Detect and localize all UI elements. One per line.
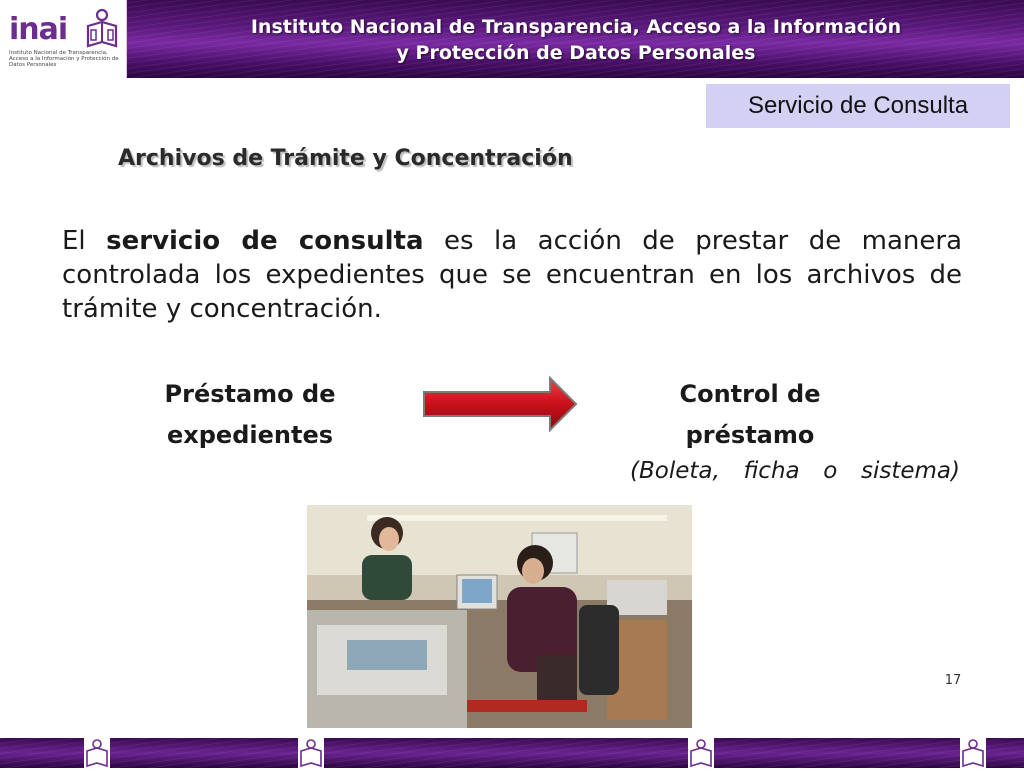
footer-logo-icon xyxy=(688,738,714,768)
loan-label xyxy=(150,374,350,456)
section-tag: Servicio de Consulta xyxy=(706,84,1010,128)
title-line-2: y Protección de Datos Personales xyxy=(396,42,756,64)
paragraph-bold-term: servicio de consulta xyxy=(106,226,424,256)
header-banner xyxy=(0,0,1024,78)
paragraph-prefix: El xyxy=(62,226,86,256)
control-note: (Boleta, ficha o sistema) xyxy=(630,458,960,484)
inai-logo xyxy=(0,0,127,78)
loan-label-line-2: expedientes xyxy=(166,421,334,449)
footer-logo-icon xyxy=(298,738,324,768)
institution-title xyxy=(150,14,1002,66)
slide-subtitle: Archivos de Trámite y Concentración xyxy=(118,146,573,171)
logo-text: inai xyxy=(9,12,68,47)
footer-logo-icon xyxy=(84,738,110,768)
loan-label-line-1: Préstamo de xyxy=(164,380,336,408)
control-label-line-2: préstamo xyxy=(685,421,815,449)
logo-subtext: Instituto Nacional de Transparencia, Acceso a la Información y Protección de Datos Personales xyxy=(9,50,119,68)
footer-logo-icon xyxy=(960,738,986,768)
control-label-line-1: Control de xyxy=(679,380,821,408)
office-photo xyxy=(307,505,692,728)
page-number: 17 xyxy=(944,673,962,688)
footer-banner xyxy=(0,738,1024,768)
control-label xyxy=(650,374,850,456)
books-person-icon xyxy=(84,8,120,50)
definition-paragraph xyxy=(62,224,962,326)
paragraph-suffix: es la acción de prestar de manera controlada los expedientes que se encuentran en los archivos de trámite y concentración. xyxy=(62,226,963,324)
right-arrow-icon xyxy=(420,374,580,434)
title-line-1: Instituto Nacional de Transparencia, Acceso a la Información xyxy=(250,16,902,38)
